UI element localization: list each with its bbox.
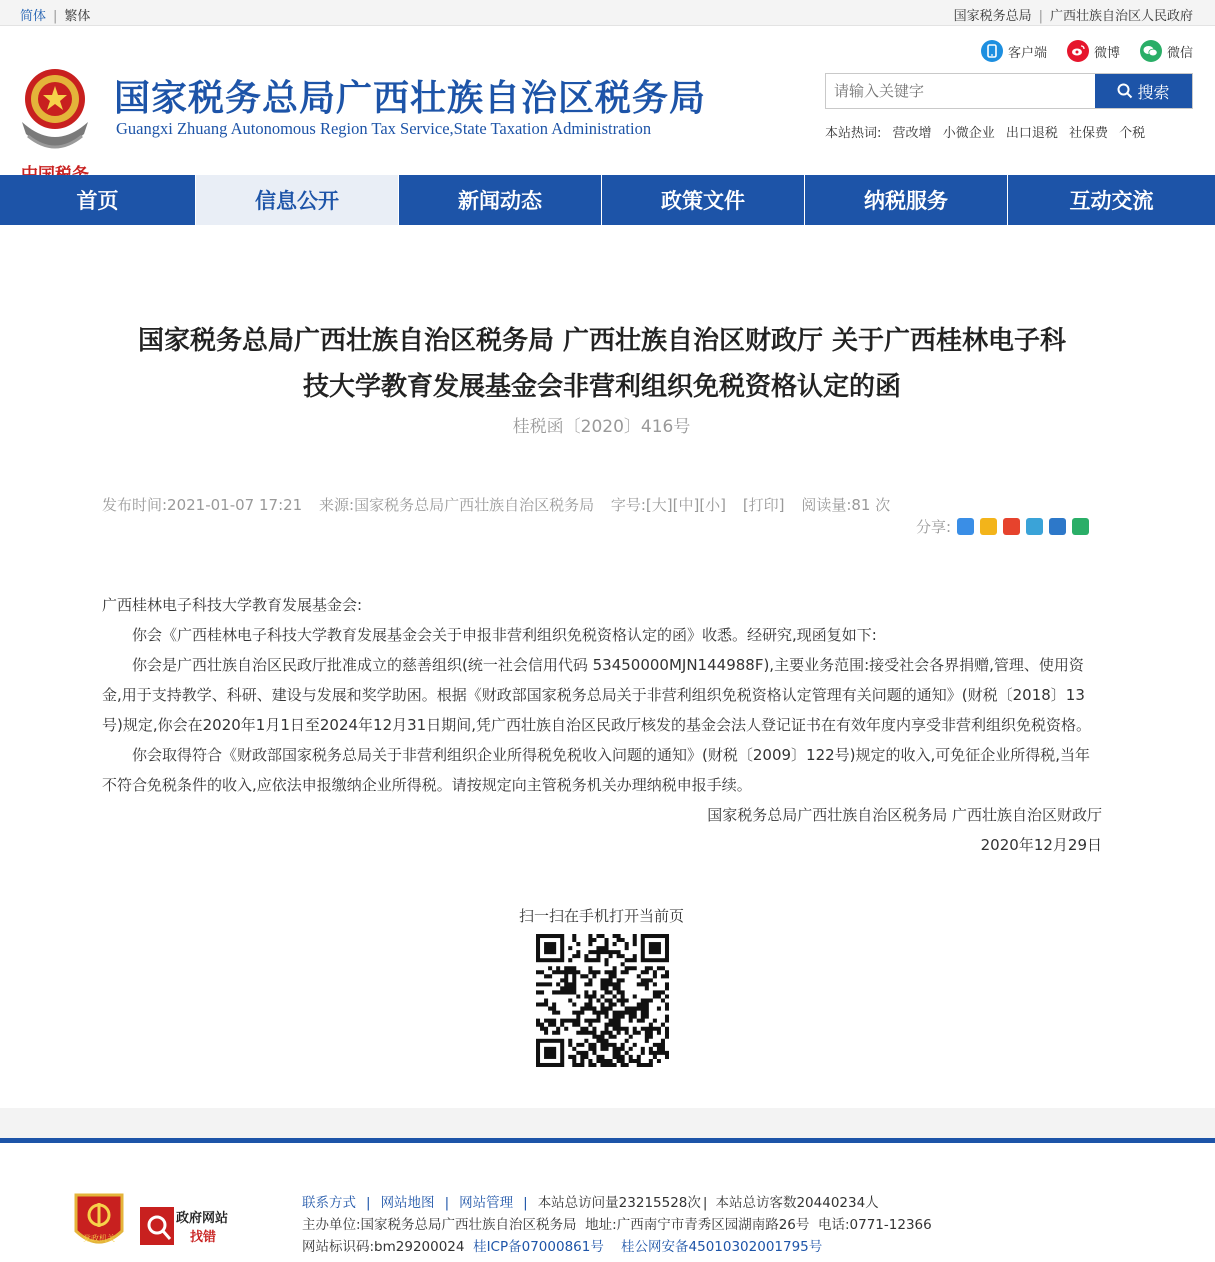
share-label: 分享: [916,518,952,536]
language-switch: 简体 | 繁体 [20,5,90,24]
svg-text:党政机关: 党政机关 [83,1234,115,1243]
qr-finder-square [544,1047,556,1059]
qr-finder-square [544,942,556,954]
sign-date: 2020年12月29日 [980,836,1102,854]
footer-band [0,1108,1215,1138]
hot-word[interactable]: 社保费 [1069,126,1109,141]
nav-home[interactable]: 首页 [0,175,196,225]
nav-news[interactable]: 新闻动态 [399,175,602,225]
tax-emblem-logo[interactable] [12,54,98,184]
site-header [0,26,1215,175]
weibo-link[interactable]: 微博 [1067,40,1120,62]
scan-hint: 扫一扫在手机打开当前页 [518,907,684,925]
visitor-count: 本站总访客数20440234人 [715,1195,879,1211]
mobile-icon [981,40,1003,62]
paragraph: 你会取得符合《财政部国家税务总局关于非营利组织企业所得税免税收入问题的通知》(财税〔2009〕122号)规定的收入,可免征企业所得税,当年不符合免税条件的收入,应依法申报缴纳企业所得税。请按规定向主管税务机关办理纳税申报手续。 [102,746,1091,794]
search-box [825,73,1193,109]
police-record-link[interactable]: 桂公网安备45010302001795号 [621,1239,823,1255]
footer-info: 联系方式 | 网站地图 | 网站管理 | 本站总访问量23215528次 | 本站总访客数20440234人 主办单位:国家税务总局广西壮族自治区税务局 地址:广西南宁市青秀区园湖南路26号 电话:0771-12366 网站标识码:bm29200024 桂ICP备07000861号 桂公网安备45010302001795号 [302,1195,932,1255]
hot-word[interactable]: 营改增 [892,126,932,141]
salutation: 广西桂林电子科技大学教育发展基金会: [102,596,363,614]
hot-word[interactable]: 出口退税 [1005,126,1058,141]
qr-code [536,934,669,1067]
wechat-icon [1140,40,1162,62]
address: 地址:广西南宁市青秀区园湖南路26号 [585,1217,810,1233]
social-links [981,40,1193,62]
hot-words [825,122,1152,141]
phone: 电话:0771-12366 [817,1217,932,1233]
paragraph: 你会是广西壮族自治区民政厅批准成立的慈善组织(统一社会信用代码 53450000MJN144988F),主要业务范围:接受社会各界捐赠,管理、使用资金,用于支持教学、科研、建设与发展和奖学助困。根据《财政部国家税务总局关于非营利组织免税资格认定管理有关问题的通知》(财税〔2018〕13号)规定,你会在2020年1月1日至2024年12月31日期间,凭广西壮族自治区民政厅核发的基金会法人登记证书在有效年度内享受非营利组织免税资格。 [102,656,1092,734]
icp-link[interactable]: 桂ICP备07000861号 [473,1239,604,1255]
svg-text:政府网站: 政府网站 [176,1211,229,1226]
main-nav [0,175,1215,225]
search-input[interactable] [826,74,1095,108]
article-body [102,590,1102,860]
search-button[interactable]: 搜索 [1095,74,1192,108]
share-qzone-icon[interactable] [980,518,997,535]
nav-tax-service[interactable]: 纳税服务 [805,175,1008,225]
share-more-icon[interactable] [957,518,974,535]
site-title-cn: 国家税务总局广西壮族自治区税务局 [114,78,707,119]
qr-finder-square [649,942,661,954]
document-number: 桂税函〔2020〕416号 [512,417,691,437]
hot-word[interactable]: 个税 [1119,126,1146,141]
site-admin-link[interactable]: 网站管理 [459,1195,514,1211]
signer: 国家税务总局广西壮族自治区税务局 广西壮族自治区财政厅 [707,806,1102,824]
nav-interaction[interactable]: 互动交流 [1069,189,1154,213]
share-weibo-icon[interactable] [1003,518,1020,535]
share-tqq-icon[interactable] [1026,518,1043,535]
party-gov-badge-icon[interactable] [72,1191,126,1253]
share-qq-icon[interactable] [1049,518,1066,535]
gov-site-error-icon[interactable] [138,1203,238,1249]
nav-policy[interactable]: 政策文件 [602,175,805,225]
traditional-link[interactable]: 繁体 [64,9,91,24]
article-meta [102,494,902,515]
sta-link[interactable]: 国家税务总局 [953,9,1032,24]
hot-word[interactable]: 小微企业 [942,126,995,141]
client-link[interactable]: 客户端 [981,40,1047,62]
site-footer [0,1138,1215,1262]
print-button[interactable]: [打印] [742,496,785,514]
visit-count: 本站总访问量23215528次 [537,1195,701,1211]
share-wechat-icon[interactable] [1072,518,1089,535]
site-id: 网站标识码:bm29200024 [302,1239,465,1255]
sponsor: 主办单位:国家税务总局广西壮族自治区税务局 [302,1217,577,1233]
weibo-icon [1067,40,1089,62]
site-title-en: Guangxi Zhuang Autonomous Region Tax Service,State Taxation Administration [116,119,652,138]
top-links: 国家税务总局 | 广西壮族自治区人民政府 [953,9,1193,24]
publish-time: 发布时间:2021-01-07 17:21 [102,496,303,514]
svg-text:找错: 找错 [190,1230,217,1245]
top-bar [0,0,1215,26]
article-source: 来源:国家税务总局广西壮族自治区税务局 [319,496,595,514]
article-title: 国家税务总局广西壮族自治区税务局 广西壮族自治区财政厅 关于广西桂林电子科 技大学教育发展基金会非营利组织免税资格认定的函 [137,326,1067,402]
gx-gov-link[interactable]: 广西壮族自治区人民政府 [1049,9,1193,24]
paragraph: 你会《广西桂林电子科技大学教育发展基金会关于申报非营利组织免税资格认定的函》收悉。经研究,现函复如下: [132,626,877,644]
read-count: 阅读量:81 次 [801,496,891,514]
share-bar [916,516,1089,537]
sitemap-link[interactable]: 网站地图 [380,1195,435,1211]
search-icon [1117,83,1133,99]
wechat-link[interactable]: 微信 [1140,40,1193,62]
contact-link[interactable]: 联系方式 [302,1195,356,1211]
font-size-controls[interactable]: 字号:[大][中][小] [610,496,727,514]
hot-label: 本站热词: [825,126,882,141]
nav-info-disclosure[interactable]: 信息公开 [196,175,399,225]
simplified-link[interactable]: 简体 [20,9,47,24]
